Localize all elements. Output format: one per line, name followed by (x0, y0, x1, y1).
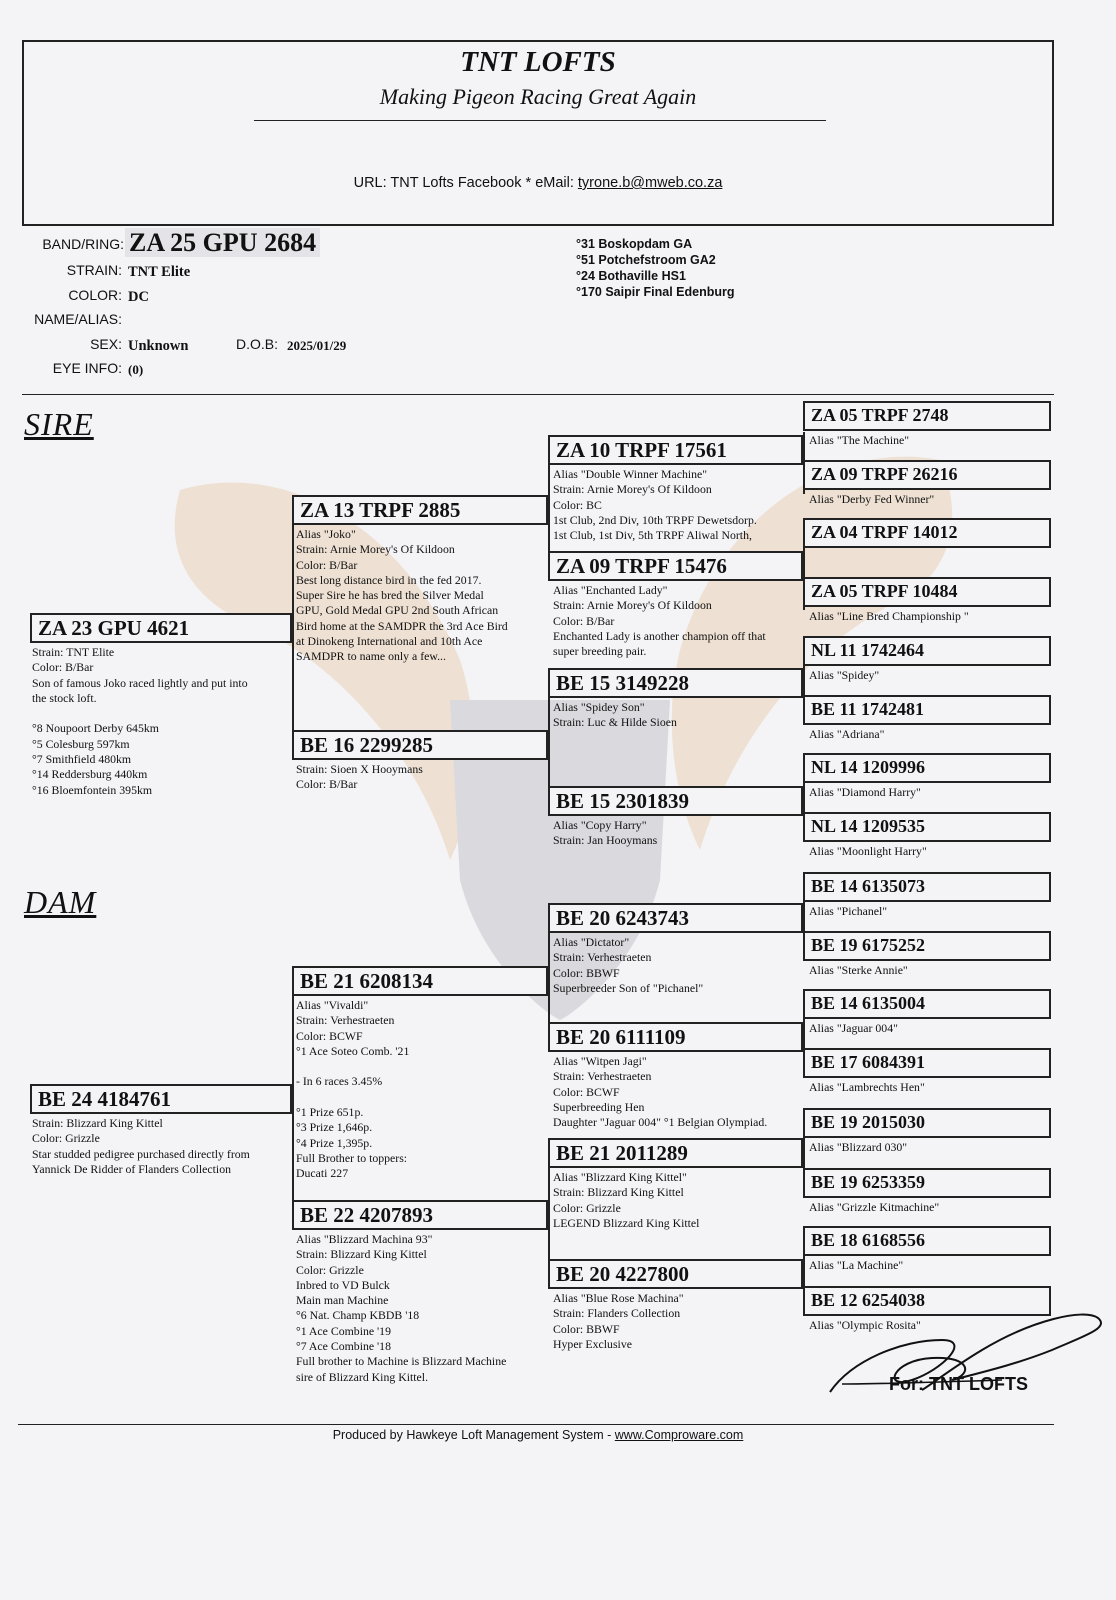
dss-ring: BE 20 6243743 (548, 903, 803, 933)
contact-prefix: URL: TNT Lofts Facebook * eMail: (353, 175, 578, 191)
result-line: °51 Potchefstroom GA2 (576, 253, 716, 267)
color-value: DC (128, 289, 149, 305)
gen4-ring: BE 19 2015030 (803, 1108, 1051, 1138)
dds-info: Alias "Blizzard King Kittel" Strain: Blizzard King Kittel Color: Grizzle LEGEND Blizzard King Kittel (553, 1170, 700, 1230)
connector-sire (292, 523, 294, 733)
sire-ring: ZA 23 GPU 4621 (30, 613, 292, 643)
dd-ring: BE 22 4207893 (292, 1200, 548, 1230)
gen4-ring: NL 11 1742464 (803, 636, 1051, 666)
gen4-ring: ZA 05 TRPF 2748 (803, 401, 1051, 431)
result-line: °170 Saipir Final Edenburg (576, 285, 735, 299)
gen4-ring: BE 14 6135004 (803, 989, 1051, 1019)
connector-dd (548, 1156, 550, 1270)
gen4-ring: BE 19 6175252 (803, 931, 1051, 961)
gen4-ring: BE 18 6168556 (803, 1226, 1051, 1256)
email-link[interactable]: tyrone.b@mweb.co.za (577, 175, 723, 191)
divider-top (22, 394, 1054, 395)
ssd-info: Alias "Enchanted Lady" Strain: Arnie Morey's Of Kildoon Color: B/Bar Enchanted Lady is another champion off that super breeding pair. (553, 583, 766, 659)
gen4-ring: NL 14 1209996 (803, 753, 1051, 783)
gen4-alias: Alias "Jaguar 004" (809, 1021, 898, 1035)
gen4-alias: Alias "Line Bred Championship " (809, 609, 969, 623)
gen4-alias: Alias "Grizzle Kitmachine" (809, 1200, 940, 1214)
gen4-alias: Alias "Moonlight Harry" (809, 844, 927, 858)
name-label: NAME/ALIAS: (34, 311, 122, 327)
gen4-alias: Alias "Adriana" (809, 727, 885, 741)
ddd-info: Alias "Blue Rose Machina" Strain: Flanders Collection Color: BBWF Hyper Exclusive (553, 1291, 684, 1351)
ddd-ring: BE 20 4227800 (548, 1259, 803, 1289)
dob-value: 2025/01/29 (287, 338, 347, 353)
sire-heading: SIRE (24, 406, 94, 442)
sire-info: Strain: TNT Elite Color: B/Bar Son of famous Joko raced lightly and put into the stock loft. °8 Noupoort Derby 645km °5 Colesburg 597km °7 Smithfield 480km °14 Reddersburg 440km °16 Bloemfontein 395km (32, 645, 248, 797)
sdd-info: Alias "Copy Harry" Strain: Jan Hooymans (553, 818, 658, 848)
sd-ring: BE 16 2299285 (292, 730, 548, 760)
result-line: °24 Bothaville HS1 (576, 269, 686, 283)
eye-value: (0) (128, 362, 144, 377)
header-contact (24, 175, 1052, 191)
connector-dam (292, 992, 294, 1204)
header-title: TNT LOFTS (460, 46, 616, 78)
gen4-alias: Alias "Sterke Annie" (809, 963, 908, 977)
connector-ds (548, 922, 550, 1036)
ss-info: Alias "Joko" Strain: Arnie Morey's Of Kildoon Color: B/Bar Best long distance bird in the fed 2017. Super Sire he has bred the Silver Medal GPU, Gold Medal GPU 2nd South African Bird home at the SAMDPR the 3rd Ace Bird at Dinokeng International and 10th Ace SAMDPR to name only a few... (296, 527, 508, 664)
header-box (22, 40, 1054, 226)
dsd-info: Alias "Witpen Jagi" Strain: Verhestraeten Color: BCWF Superbreeding Hen Daughter "Jaguar 004" °1 Belgian Olympiad. (553, 1054, 768, 1130)
dam-heading: DAM (24, 884, 97, 920)
sex-value: Unknown (128, 338, 189, 354)
footer (0, 1428, 1076, 1442)
gen4-ring: NL 14 1209535 (803, 812, 1051, 842)
gen4-alias: Alias "Blizzard 030" (809, 1140, 908, 1154)
header-subtitle: Making Pigeon Racing Great Again (379, 84, 697, 109)
footer-prefix: Produced by Hawkeye Loft Management System - (332, 1428, 615, 1442)
result-line: °31 Boskopdam GA (576, 237, 693, 251)
ssd-ring: ZA 09 TRPF 15476 (548, 551, 803, 581)
color-label: COLOR: (68, 287, 122, 303)
strain-label: STRAIN: (66, 262, 122, 278)
dd-info: Alias "Blizzard Machina 93" Strain: Blizzard King Kittel Color: Grizzle Inbred to VD Bulck Main man Machine °6 Nat. Champ KBDB '18 °1 Ace Combine '19 °7 Ace Combine '18 Full brother to Machine is Blizzard Machine sire of Blizzard King Kittel. (296, 1232, 507, 1384)
gen4-ring: BE 19 6253359 (803, 1168, 1051, 1198)
gen4-alias: Alias "Spidey" (809, 668, 880, 682)
gen4-alias: Alias "Diamond Harry" (809, 785, 921, 799)
dob-label: D.O.B: (236, 336, 279, 352)
gen4-alias: Alias "Lambrechts Hen" (809, 1080, 925, 1094)
signature-for-label: For: TNT LOFTS (889, 1374, 1028, 1394)
ds-ring: BE 21 6208134 (292, 966, 548, 996)
gen4-ring: BE 14 6135073 (803, 872, 1051, 902)
gen4-ring: ZA 05 TRPF 10484 (803, 577, 1051, 607)
sd-info: Strain: Sioen X Hooymans Color: B/Bar (296, 762, 423, 792)
sss-info: Alias "Double Winner Machine" Strain: Arnie Morey's Of Kildoon Color: BC 1st Club, 2nd Div, 10th TRPF Dewetsdorp. 1st Club, 1st Div, 5th TRPF Aliwal North, (553, 467, 757, 543)
dsd-ring: BE 20 6111109 (548, 1022, 803, 1052)
dam-info: Strain: Blizzard King Kittel Color: Grizzle Star studded pedigree purchased directly from Yannick De Ridder of Flanders Collection (32, 1116, 250, 1176)
dds-ring: BE 21 2011289 (548, 1138, 803, 1168)
strain-value: TNT Elite (128, 264, 191, 280)
ss-ring: ZA 13 TRPF 2885 (292, 495, 548, 525)
footer-link[interactable]: www.Comproware.com (614, 1428, 744, 1442)
sds-info: Alias "Spidey Son" Strain: Luc & Hilde Sioen (553, 700, 677, 730)
gen4-alias: Alias "Derby Fed Winner" (809, 492, 935, 506)
gen4-alias: Alias "The Machine" (809, 433, 910, 447)
sex-label: SEX: (90, 336, 122, 352)
sds-ring: BE 15 3149228 (548, 668, 803, 698)
eye-label: EYE INFO: (52, 360, 122, 376)
gen4-alias: Alias "La Machine" (809, 1258, 904, 1272)
band-number: ZA 25 GPU 2684 (125, 228, 320, 257)
race-results (576, 236, 735, 300)
band-value (125, 228, 320, 258)
gen4-ring: ZA 09 TRPF 26216 (803, 460, 1051, 490)
dam-ring: BE 24 4184761 (30, 1084, 292, 1114)
band-label: BAND/RING: (42, 236, 124, 252)
dss-info: Alias "Dictator" Strain: Verhestraeten Color: BBWF Superbreeder Son of "Pichanel" (553, 935, 704, 995)
sss-ring: ZA 10 TRPF 17561 (548, 435, 803, 465)
sdd-ring: BE 15 2301839 (548, 786, 803, 816)
header-rule (254, 120, 826, 121)
divider-bottom (18, 1424, 1054, 1425)
gen4-ring: ZA 04 TRPF 14012 (803, 518, 1051, 548)
ds-info: Alias "Vivaldi" Strain: Verhestraeten Color: BCWF °1 Ace Soteo Comb. '21 - In 6 races 3.45% °1 Prize 651p. °3 Prize 1,646p. °4 Prize 1,395p. Full Brother to toppers: Ducati 227 (296, 998, 410, 1181)
gen4-ring: BE 12 6254038 (803, 1286, 1051, 1316)
gen4-ring: BE 17 6084391 (803, 1048, 1051, 1078)
gen4-alias: Alias "Pichanel" (809, 904, 888, 918)
gen4-alias: Alias "Olympic Rosita" (809, 1318, 921, 1332)
gen4-ring: BE 11 1742481 (803, 695, 1051, 725)
